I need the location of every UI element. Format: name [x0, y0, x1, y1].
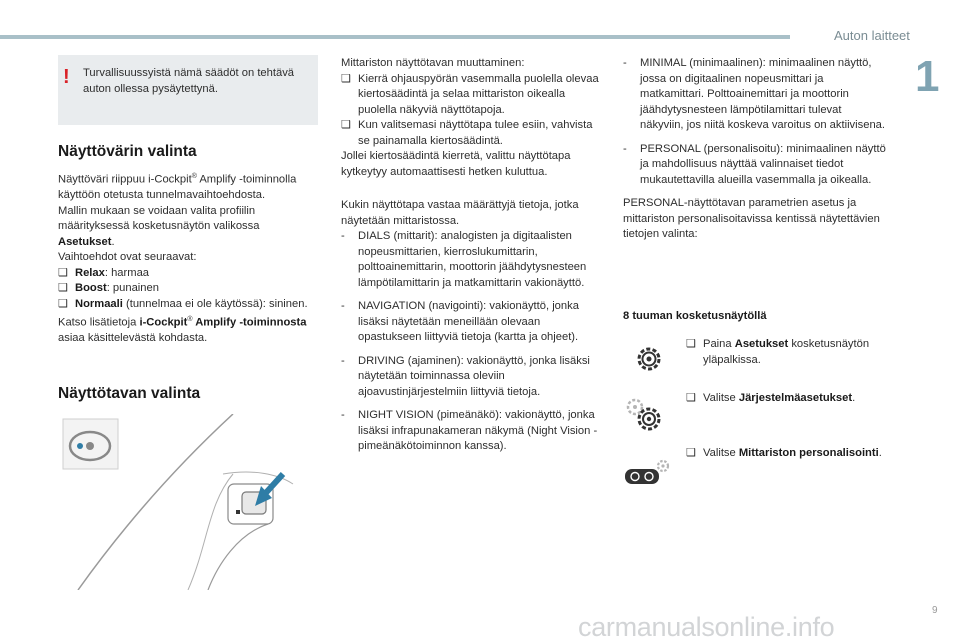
page-number: 9 — [932, 605, 938, 616]
heading-display-color: Näyttövärin valinta — [58, 143, 197, 160]
list-item: - NAVIGATION (navigointi): vakionäyttö, jonka lisäksi näytetään meneillään olevaan opastukseen liittyviä tietoja (kartta ja ohjeet). — [341, 300, 579, 343]
paragraph: PERSONAL-näyttötavan parametrien asetus ja mittariston personalisoitavissa kentissä näytettävien tietojen valinta: — [623, 197, 880, 240]
paragraph: Mittariston näyttötavan muuttaminen: — [341, 57, 525, 69]
header-rule — [0, 35, 790, 39]
column-3-text — [623, 56, 888, 243]
list-item: - NIGHT VISION (pimeänäkö): vakionäyttö, jonka lisäksi infrapunakameran näkymä (Night Vision -pimeänäkötoiminnon kanssa). — [341, 409, 598, 452]
list-item: ❑ Normaali (tunnelmaa ei ole käytössä): sininen. — [58, 297, 308, 310]
watermark-site: carmanualsonline.info — [578, 612, 835, 642]
paragraph: Kukin näyttötapa vastaa määrättyjä tietoja, jotka näytetään mittaristossa. — [341, 199, 579, 227]
paragraph: Näyttöväri riippuu i-Cockpit® Amplify -toiminnolla käyttöön otetusta tunnelmavaihtoehdosta. — [58, 173, 297, 202]
list-item: - MINIMAL (minimaalinen): minimaalinen näyttö, jossa on digitaalinen nopeusmittari ja matkamittari. Polttoainemittari ja moottorin jäähdytysnesteen lämpötilamittari tulevat näkyviin, jos niitä koskeva varoitus on aktiivisena. — [623, 57, 885, 131]
list-item: ❑ Relax: harmaa — [58, 266, 150, 279]
column-2-modes — [341, 198, 603, 455]
list-item: - DIALS (mittarit): analogisten ja digitaalisten nopeusmittarien, kierroslukumittarin, polttoainemittarin, moottorin jäähdytysnesteen lämpötilamittarin ja matkamittarin vakionäyttö. — [341, 230, 587, 289]
section-title: Auton laitteet — [834, 28, 910, 43]
list-item: ❑ Boost: punainen — [58, 282, 159, 295]
step-system-settings: ❑ Valitse Järjestelmäasetukset. — [686, 392, 856, 404]
list-item: - PERSONAL (personalisoitu): minimaalinen näyttö ja mahdollisuus näyttää valinnaiset tiedot mukautettavilla alueilla vasemmalla ja oikealla. — [623, 142, 886, 186]
subheading-touchscreen: 8 tuuman kosketusnäytöllä — [623, 310, 767, 322]
gear-icon — [634, 344, 664, 374]
list-item: - DRIVING (ajaminen): vakionäyttö, jonka lisäksi näytetään toiminnassa oleviin ajoavustinjärjestelmiin liittyviä tietoja. — [341, 354, 590, 398]
list-item: ❑ Kierrä ohjauspyörän vasemmalla puolella olevaa kiertosäädintä ja selaa mittariston oikealla puolella näkyviä näyttötapoja. — [341, 72, 599, 116]
paragraph: Katso lisätietoja i-Cockpit® Amplify -toiminnosta asiaa käsittelevästä kohdasta. — [58, 316, 307, 345]
steering-wheel-illustration — [58, 414, 320, 590]
chapter-number: 1 — [915, 52, 940, 101]
heading-display-mode: Näyttötavan valinta — [58, 385, 201, 402]
double-gear-icon — [623, 396, 667, 436]
column-2-text — [341, 56, 603, 180]
exclamation-icon: ! — [63, 66, 70, 88]
paragraph: Mallin mukaan se voidaan valita profiilin määrityksessä kosketusnäytön valikossa Asetukset. — [58, 204, 260, 248]
paragraph: Vaihtoehdot ovat seuraavat: — [58, 251, 197, 264]
list-item: ❑ Kun valitsemasi näyttötapa tulee esiin, vahvista se painamalla kiertosäädintä. — [341, 119, 593, 147]
cluster-gear-icon — [623, 458, 671, 486]
warning-text: Turvallisuussyistä nämä säädöt on tehtävä auton ollessa pysäytettynä. — [83, 67, 295, 95]
column-1-text — [58, 169, 314, 347]
step-settings: ❑ Paina Asetukset kosketusnäytön yläpalkissa. — [686, 338, 870, 366]
step-cluster-personalisation: ❑ Valitse Mittariston personalisointi. — [686, 447, 882, 459]
paragraph: Jollei kiertosäädintä kierretä, valittu näyttötapa kytkeytyy automaattisesti hetken kuluttua. — [341, 150, 571, 178]
